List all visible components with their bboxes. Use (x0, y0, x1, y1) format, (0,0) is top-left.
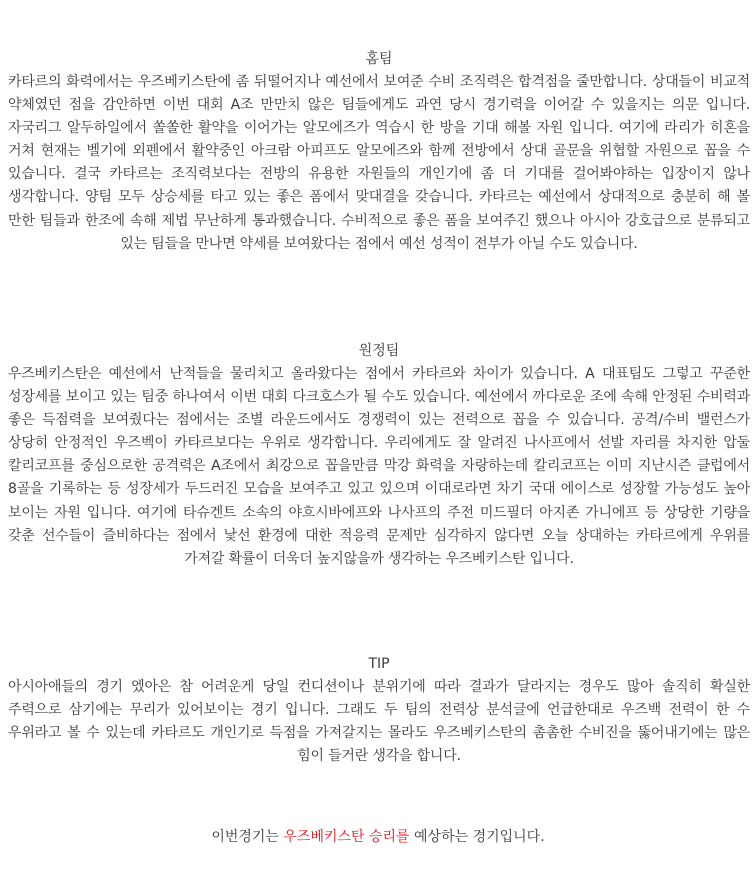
home-team-analysis: 카타르의 화력에서는 우즈베키스탄에 좀 뒤떨어지나 예선에서 보여준 수비 조직력은 합격점을 줄만합니다. 상대들이 비교적 약체였던 점을 감안하면 이번 대회 A조 만만치 않은 팀들에게도 과연 당시 경기력을 이어갈 수 있을지는 의문 입니다. 자국리그 알두하일에서 쏠쏠한 활약을 이어가는 알모에즈가 역습시 한 방을 기대 해볼 자원 입니다. 여기에 라리가 히혼을 거쳐 현재는 벨기에 외펜에서 활약중인 아크람 아피프도 알모에즈와 함께 전방에서 상대 골문을 위협할 자원으로 꼽을 수 있습니다. 결국 카타르는 조직력보다는 전방의 유용한 자원들의 개인기에 좀 더 기대를 걸어봐야하는 입장이지 않나 생각합니다. 양팀 모두 상승세를 타고 있는 좋은 폼에서 맞대결을 갖습니다. 카타르는 예선에서 상대적으로 충분히 해 볼 만한 팀들과 한조에 속해 제법 무난하게 통과했습니다. 수비적으로 좋은 폼을 보여주긴 했으나 아시아 강호급으로 분류되고 있는 팀들을 만나면 약세를 보여왔다는 점에서 예선 성적이 전부가 아닐 수도 있습니다. (8, 74, 750, 252)
tip-title: TIP (368, 656, 390, 672)
away-team-section (8, 340, 750, 571)
prediction-prefix: 이번경기는 (211, 829, 284, 845)
away-team-title: 원정팀 (358, 343, 400, 359)
tip-text: 아시아애들의 경기 엤아은 참 어려운게 당일 컨디션이나 분위기에 따라 결과가 달라지는 경우도 많아 솔직히 확실한 주력으로 삼기에는 무리가 있어보이는 경기 입니다. 그래도 두 팀의 전력상 분석글에 언급한대로 우즈백 전력이 한 수 우위라고 볼 수 있는데 카타르도 개인기로 득점을 가져갈지는 몰라도 우즈베키스탄의 촘촘한 수비진을 뚫어내기에는 많은 힘이 들거란 생각을 합니다. (8, 679, 750, 765)
home-team-title: 홈팀 (365, 51, 393, 67)
tip-section (8, 653, 750, 768)
home-team-section (8, 48, 750, 256)
predicted-winner: 우즈베키스탄 승리를 (283, 829, 410, 845)
prediction-line (0, 826, 756, 849)
prediction-suffix: 예상하는 경기입니다. (409, 829, 545, 845)
away-team-analysis: 우즈베키스탄은 예선에서 난적들을 물리치고 올라왔다는 점에서 카타르와 차이가 있습니다. A 대표팀도 그렇고 꾸준한 성장세를 보이고 있는 팀중 하나여서 이번 대회 다크호스가 될 수도 있습니다. 예선에서 까다로운 조에 속해 안정된 수비력과 좋은 득점력을 보여줬다는 점에서는 조별 라운드에서도 경쟁력이 있는 전력으로 꼽을 수 있습니다. 공격/수비 밸런스가 상당히 안정적인 우즈벡이 카타르보다는 우위로 생각합니다. 우리에게도 잘 알려진 나사프에서 선발 자리를 차지한 압둘 칼리코프를 중심으로한 공격력은 A조에서 최강으로 꼽을만큼 막강 화력을 자랑하는데 칼리코프는 이미 지난시즌 클럽에서 8골을 기록하는 등 성장세가 두드러진 모습을 보여주고 있고 있으며 이대로라면 차기 국대 에이스로 성장할 가능성도 높아 보이는 자원 입니다. 여기에 타슈겐트 소속의 야흐시바에프와 나사프의 주전 미드필더 아지존 가니에프 등 상당한 기량을 갖춘 선수들이 즐비하다는 점에서 낯선 환경에 대한 적응력 문제만 심각하지 않다면 오늘 상대하는 카타르에게 우위를 가져갈 확률이 더욱더 높지않을까 생각하는 우즈베키스탄 입니다. (8, 366, 750, 567)
